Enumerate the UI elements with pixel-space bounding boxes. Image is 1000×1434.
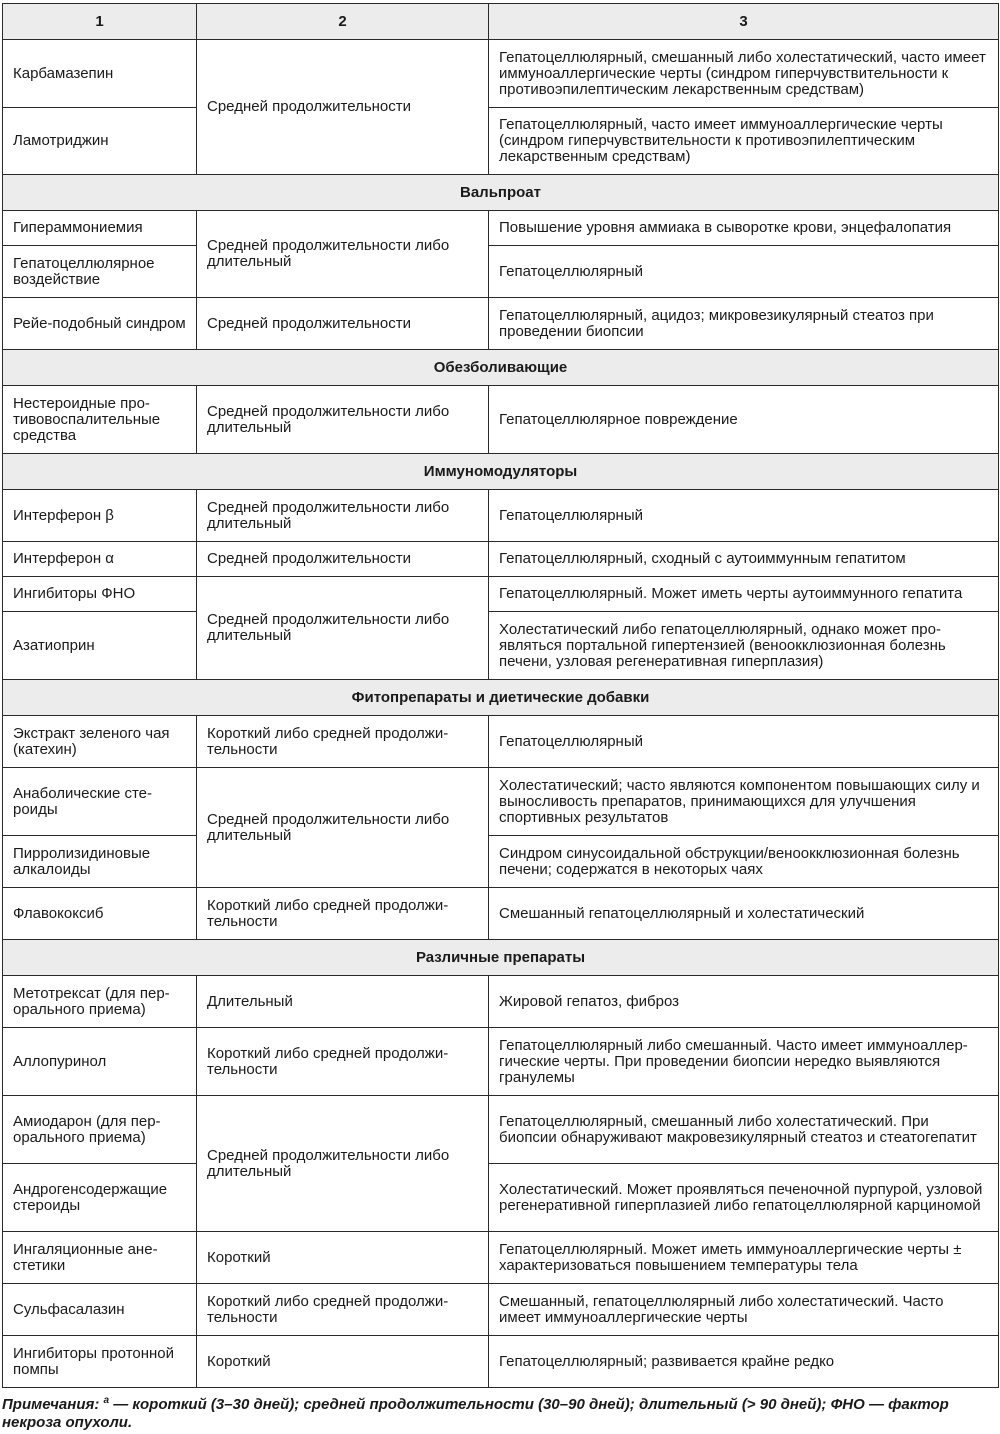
- table-row: [3, 976, 999, 1028]
- table-body: [3, 40, 999, 1388]
- injury-pattern-cell: Холестатический; часто являются компонентом повышающих силу и выносливость препаратов, принимающихся для улучшения спортивных результатов: [489, 768, 999, 836]
- latency-cell: Средней продолжительности либо длительный: [197, 386, 489, 454]
- column-header-2: 2: [197, 4, 489, 40]
- injury-pattern-cell: Гепатоцеллюлярный, часто имеет иммуноаллергические черты (синдром гиперчувствительности к противоэпилептическим лекарственным средствам): [489, 108, 999, 175]
- table-row: [3, 1232, 999, 1284]
- injury-pattern-cell: Гепатоцеллюлярный, смешанный либо холестатический, часто имеет иммуноаллергические черты (синдром гиперчувствительности к противоэпилептическим лекарственным средствам): [489, 40, 999, 108]
- table-row: [3, 542, 999, 577]
- injury-pattern-cell: Гепатоцеллюлярный, ацидоз; микровезикулярный стеатоз при проведении биопсии: [489, 298, 999, 350]
- injury-pattern-cell: Гепатоцеллюлярный. Может иметь иммуноаллергические черты ± характеризоваться повышением температуры тела: [489, 1232, 999, 1284]
- injury-pattern-cell: Смешанный, гепатоцеллюлярный либо холестатический. Часто имеет иммуноаллергические черты: [489, 1284, 999, 1336]
- drug-name-cell: Экстракт зеленого чая (катехин): [3, 716, 197, 768]
- table-header: [3, 4, 999, 40]
- latency-cell: Длительный: [197, 976, 489, 1028]
- notes-label: Примечания:: [2, 1396, 100, 1413]
- table-row: [3, 577, 999, 612]
- drug-name-cell: Анаболические стероиды: [3, 768, 197, 836]
- drug-name-cell: Рейе-подобный синдром: [3, 298, 197, 350]
- drug-name-cell: Азатиоприн: [3, 612, 197, 680]
- injury-pattern-cell: Гепатоцеллюлярное повреждение: [489, 386, 999, 454]
- latency-cell: Короткий либо средней продолжительности: [197, 888, 489, 940]
- table-row: [3, 1028, 999, 1096]
- drug-name-cell: Аллопуринол: [3, 1028, 197, 1096]
- injury-pattern-cell: Холестатический. Может проявляться печеночной пурпурой, узловой регенеративной гиперплазией либо гепатоцеллюлярной карциномой: [489, 1164, 999, 1232]
- table-row: [3, 1096, 999, 1164]
- latency-cell: Средней продолжительности: [197, 40, 489, 175]
- section-title: Различные препараты: [3, 940, 999, 976]
- latency-cell: Средней продолжительности: [197, 298, 489, 350]
- drug-name-cell: Ингибиторы протонной помпы: [3, 1336, 197, 1388]
- notes-text: — короткий (3–30 дней); средней продолжительности (30–90 дней); длительный (> 90 дней); ФНО — фактор некроза опухоли.: [2, 1396, 949, 1431]
- injury-pattern-cell: Гепатоцеллюлярный. Может иметь черты аутоиммунного гепатита: [489, 577, 999, 612]
- latency-cell: Короткий либо средней продолжительности: [197, 716, 489, 768]
- section-header-row: [3, 350, 999, 386]
- section-header-row: [3, 680, 999, 716]
- injury-pattern-cell: Повышение уровня аммиака в сыворотке крови, энцефалопатия: [489, 211, 999, 246]
- injury-pattern-cell: Жировой гепатоз, фиброз: [489, 976, 999, 1028]
- table-row: [3, 716, 999, 768]
- injury-pattern-cell: Синдром синусоидальной обструкции/веноокклюзионная болезнь печени; содержатся в некоторых чаях: [489, 836, 999, 888]
- injury-pattern-cell: Смешанный гепатоцеллюлярный и холестатический: [489, 888, 999, 940]
- injury-pattern-cell: Гепатоцеллюлярный, смешанный либо холестатический. При биопсии обнаруживают макровезикулярный стеатоз и стеатогепатит: [489, 1096, 999, 1164]
- table-row: [3, 108, 999, 175]
- column-header-3: 3: [489, 4, 999, 40]
- table-row: [3, 612, 999, 680]
- latency-cell: Средней продолжительности либо длительный: [197, 1096, 489, 1232]
- injury-pattern-cell: Гепатоцеллюлярный; развивается крайне редко: [489, 1336, 999, 1388]
- drug-name-cell: Андрогенсодержащие стероиды: [3, 1164, 197, 1232]
- table-row: [3, 40, 999, 108]
- section-header-row: [3, 175, 999, 211]
- section-header-row: [3, 454, 999, 490]
- injury-pattern-cell: Гепатоцеллюлярный: [489, 716, 999, 768]
- section-title: Фитопрепараты и диетические добавки: [3, 680, 999, 716]
- table-notes: [2, 1392, 998, 1432]
- latency-cell: Средней продолжительности либо длительный: [197, 211, 489, 298]
- drug-name-cell: Нестероидные противовоспалительные средства: [3, 386, 197, 454]
- notes-marker: а: [103, 1395, 110, 1406]
- injury-pattern-cell: Гепатоцеллюлярный: [489, 246, 999, 298]
- section-title: Обезболивающие: [3, 350, 999, 386]
- drug-hepatotoxicity-table-page: [2, 3, 998, 1388]
- drug-name-cell: Ингаляционные анестетики: [3, 1232, 197, 1284]
- latency-cell: Средней продолжительности: [197, 542, 489, 577]
- table-row: [3, 298, 999, 350]
- table-row: [3, 768, 999, 836]
- table-row: [3, 1284, 999, 1336]
- latency-cell: Средней продолжительности либо длительный: [197, 768, 489, 888]
- injury-pattern-cell: Гепатоцеллюлярный, сходный с аутоиммунным гепатитом: [489, 542, 999, 577]
- injury-pattern-cell: Холестатический либо гепатоцеллюлярный, однако может проявляться портальной гипертензией (веноокклюзионная болезнь печени, узловая регенеративная гиперплазия): [489, 612, 999, 680]
- drug-name-cell: Гепатоцеллюлярное воздействие: [3, 246, 197, 298]
- column-header-1: 1: [3, 4, 197, 40]
- drug-name-cell: Сульфасалазин: [3, 1284, 197, 1336]
- hepatotoxicity-table: [2, 3, 999, 1388]
- drug-name-cell: Ламотриджин: [3, 108, 197, 175]
- table-row: [3, 386, 999, 454]
- latency-cell: Средней продолжительности либо длительный: [197, 577, 489, 680]
- drug-name-cell: Ингибиторы ФНО: [3, 577, 197, 612]
- table-row: [3, 211, 999, 246]
- drug-name-cell: Метотрексат (для перорального приема): [3, 976, 197, 1028]
- latency-cell: Средней продолжительности либо длительный: [197, 490, 489, 542]
- latency-cell: Короткий: [197, 1232, 489, 1284]
- header-row: [3, 4, 999, 40]
- table-row: [3, 246, 999, 298]
- injury-pattern-cell: Гепатоцеллюлярный либо смешанный. Часто имеет иммуноаллергические черты. При проведении биопсии нередко выявляются гранулемы: [489, 1028, 999, 1096]
- drug-name-cell: Гипераммониемия: [3, 211, 197, 246]
- latency-cell: Короткий либо средней продолжительности: [197, 1028, 489, 1096]
- drug-name-cell: Флавококсиб: [3, 888, 197, 940]
- drug-name-cell: Карбамазепин: [3, 40, 197, 108]
- section-header-row: [3, 940, 999, 976]
- drug-name-cell: Пирролизидиновые алкалоиды: [3, 836, 197, 888]
- table-row: [3, 836, 999, 888]
- table-row: [3, 888, 999, 940]
- table-row: [3, 1164, 999, 1232]
- section-title: Иммуномодуляторы: [3, 454, 999, 490]
- drug-name-cell: Интерферон β: [3, 490, 197, 542]
- latency-cell: Короткий: [197, 1336, 489, 1388]
- table-row: [3, 490, 999, 542]
- drug-name-cell: Интерферон α: [3, 542, 197, 577]
- drug-name-cell: Амиодарон (для перорального приема): [3, 1096, 197, 1164]
- injury-pattern-cell: Гепатоцеллюлярный: [489, 490, 999, 542]
- section-title: Вальпроат: [3, 175, 999, 211]
- latency-cell: Короткий либо средней продолжительности: [197, 1284, 489, 1336]
- table-row: [3, 1336, 999, 1388]
